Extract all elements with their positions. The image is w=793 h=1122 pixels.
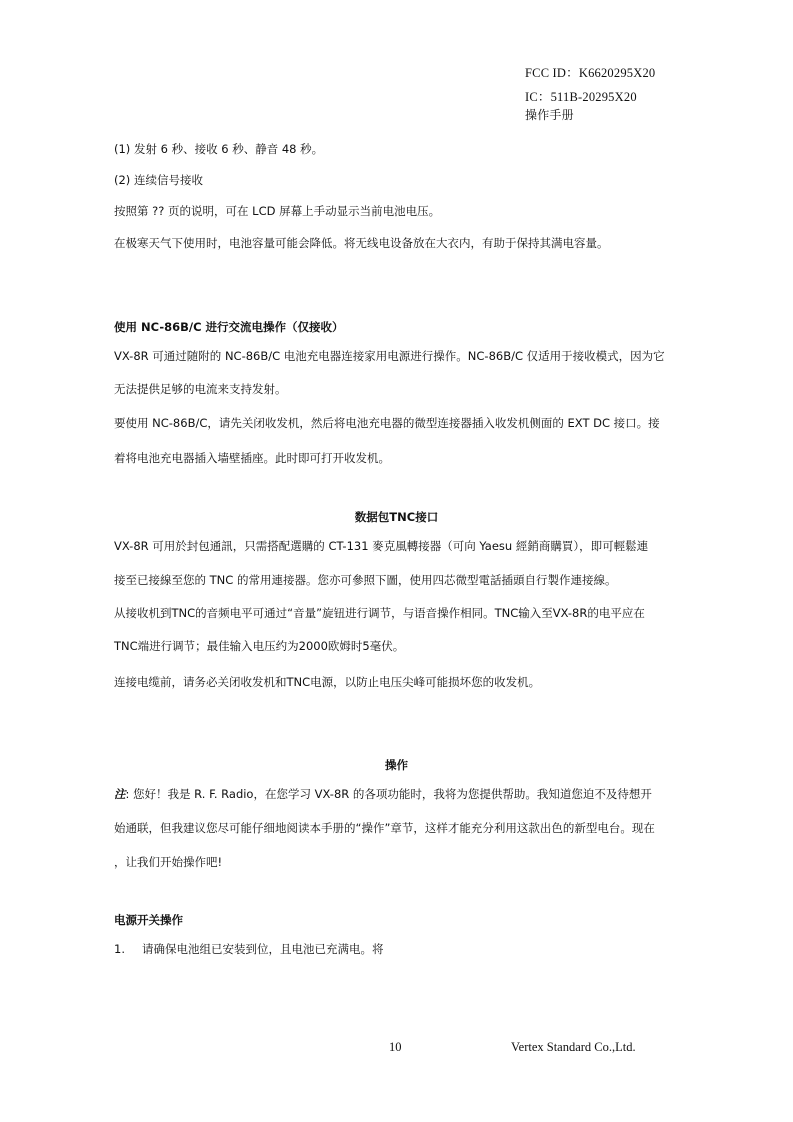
ac-paragraph-1-line-2: 无法提供足够的电流来支持发射。 — [114, 382, 287, 396]
ac-section-heading: 使用 NC-86B/C 进行交流电操作（仅接收） — [114, 320, 344, 334]
operation-section-heading: 操作 — [385, 758, 408, 772]
step-number: 1. — [114, 942, 125, 956]
note-line-1-text: : 您好！我是 R. F. Radio，在您学习 VX-8R 的各项功能时，我将为您提供帮助。我知道您迫不及待想开 — [125, 787, 652, 801]
tnc-paragraph-1-line-2: 接至已接線至您的 TNC 的常用連接器。您亦可參照下圖，使用四芯微型電話插頭自行製作連接線。 — [114, 573, 617, 587]
tnc-paragraph-3: 连接电缆前，请务必关闭收发机和TNC电源，以防止电压尖峰可能损坏您的收发机。 — [114, 675, 541, 689]
tnc-section-heading: 数据包TNC接口 — [354, 510, 439, 524]
intro-paragraph-2: 在极寒天气下使用时，电池容量可能会降低。将无线电设备放在大衣内，有助于保持其满电容量。 — [114, 236, 609, 250]
operation-note-line-1 — [114, 787, 686, 801]
intro-paragraph-1: 按照第 ?? 页的说明，可在 LCD 屏幕上手动显示当前电池电压。 — [114, 204, 441, 218]
page-number: 10 — [389, 1040, 402, 1054]
note-label: 注 — [114, 787, 126, 801]
ac-paragraph-1-line-1: VX-8R 可通过随附的 NC-86B/C 电池充电器连接家用电源进行操作。NC-86B/C 仅适用于接收模式，因为它 — [114, 349, 665, 363]
intro-item-1: (1) 发射 6 秒、接收 6 秒、静音 48 秒。 — [114, 142, 324, 156]
tnc-paragraph-2-line-2: TNC端进行调节；最佳输入电压约为2000欧姆时5毫伏。 — [114, 639, 405, 653]
ac-paragraph-2-line-1: 要使用 NC-86B/C，请先关闭收发机，然后将电池充电器的微型连接器插入收发机侧面的 EXT DC 接口。接 — [114, 416, 660, 430]
ac-paragraph-2-line-2: 着将电池充电器插入墙壁插座。此时即可打开收发机。 — [114, 451, 390, 465]
tnc-paragraph-1-line-1: VX-8R 可用於封包通訊，只需搭配選購的 CT-131 麥克風轉接器（可向 Yaesu 經銷商購買），即可輕鬆連 — [114, 539, 649, 553]
intro-item-2: (2) 连续信号接收 — [114, 173, 203, 187]
operation-note-line-3: ，让我们开始操作吧! — [114, 855, 223, 869]
tnc-paragraph-2-line-1: 从接收机到TNC的音频电平可通过“音量”旋钮进行调节，与语音操作相同。TNC输入至VX-8R的电平应在 — [114, 606, 645, 620]
step-text: 请确保电池组已安装到位，且电池已充满电。将 — [142, 942, 384, 956]
power-step-1 — [114, 942, 686, 956]
document-type: 操作手册 — [525, 108, 574, 122]
power-section-heading: 电源开关操作 — [114, 913, 183, 927]
operation-note-line-2: 始通联，但我建议您尽可能仔细地阅读本手册的“操作”章节，这样才能充分利用这款出色的新型电台。现在 — [114, 821, 655, 835]
fcc-id: FCC ID：K6620295X20 — [525, 66, 656, 80]
company-name: Vertex Standard Co.,Ltd. — [511, 1040, 636, 1054]
ic-number: IC：511B-20295X20 — [525, 90, 637, 104]
